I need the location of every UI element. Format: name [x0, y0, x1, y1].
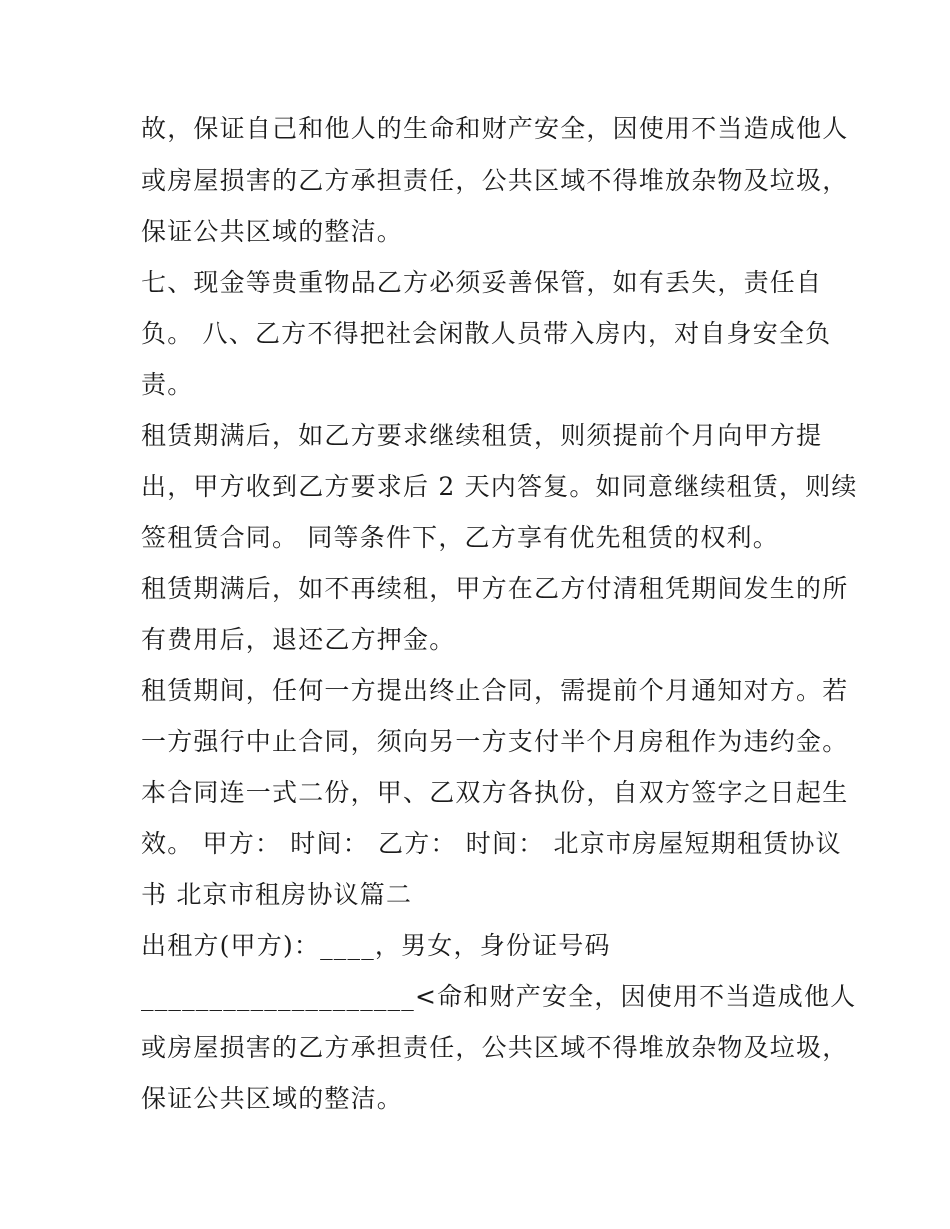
text-line: 七、现金等贵重物品乙方必须妥善保管，如有丢失，责任自	[141, 268, 823, 297]
text-line: 故，保证自己和他人的生命和财产安全，因使用不当造成他人	[141, 114, 849, 143]
text-line: 责。	[141, 370, 194, 399]
text-line: 书 北京市租房协议篇二	[141, 880, 413, 909]
text-line: 负。 八、乙方不得把社会闲散人员带入房内，对自身安全负	[141, 319, 832, 348]
text-line: 有费用后，退还乙方押金。	[141, 625, 456, 654]
text-line: ____________________<命和财产安全，因使用不当造成他人	[141, 982, 857, 1011]
text-line: 签租赁合同。 同等条件下，乙方享有优先租赁的权利。	[141, 523, 779, 552]
text-line: 本合同连一式二份，甲、乙双方各执份，自双方签字之日起生	[141, 778, 849, 807]
text-line: 租赁期间，任何一方提出终止合同，需提前个月通知对方。若	[141, 676, 849, 705]
text-line: 出，甲方收到乙方要求后 2 天内答复。如同意继续租赁，则续	[141, 472, 858, 501]
text-line: 效。 甲方： 时间： 乙方： 时间： 北京市房屋短期租赁协议	[141, 829, 842, 858]
text-line: 租赁期满后，如不再续租，甲方在乙方付清租凭期间发生的所	[141, 574, 849, 603]
text-line: 或房屋损害的乙方承担责任，公共区域不得堆放杂物及垃圾，	[141, 1033, 849, 1062]
text-line: 保证公共区域的整洁。	[141, 217, 404, 246]
text-line: 租赁期满后，如乙方要求继续租赁，则须提前个月向甲方提	[141, 421, 823, 450]
text-line: 一方强行中止合同，须向另一方支付半个月房租作为违约金。	[141, 727, 849, 756]
text-line: 保证公共区域的整洁。	[141, 1084, 404, 1113]
text-line: 或房屋损害的乙方承担责任，公共区域不得堆放杂物及垃圾，	[141, 166, 849, 195]
text-line: 出租方(甲方)：____，男女，身份证号码	[141, 931, 611, 960]
